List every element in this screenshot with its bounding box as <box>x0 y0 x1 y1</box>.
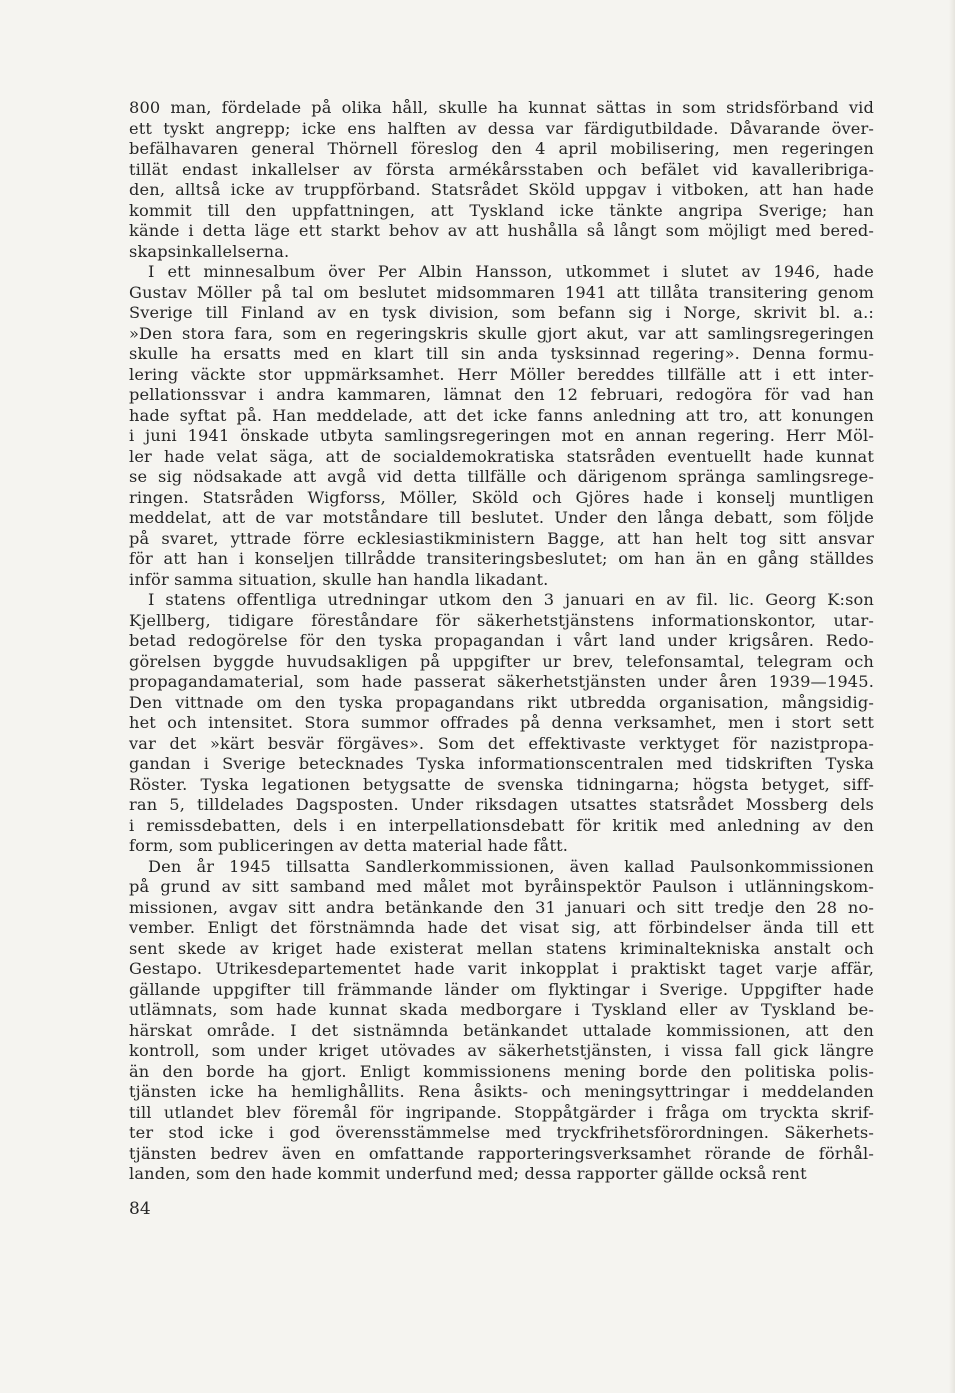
text-line: Sverige till Finland av en tysk division, som befann sig i Norge, skrivit bl. a.: <box>129 303 874 322</box>
text-line: propagandamaterial, som hade passerat säkerhetstjänsten under åren 1939—1945. <box>129 672 874 691</box>
paragraph-4 <box>129 857 874 1185</box>
text-line: missionen, avgav sitt andra betänkande den 31 januari och sitt tredje den 28 no- <box>129 897 874 917</box>
text-line: sent skede av kriget hade existerat mellan statens kriminaltekniska anstalt och <box>129 938 874 958</box>
text-line: skapsinkallelserna. <box>129 241 290 261</box>
text-line: gandan i Sverige betecknades Tyska informationscentralen med tidskriften Tyska <box>129 754 874 773</box>
page-number: 84 <box>129 1199 151 1219</box>
paragraph-1 <box>129 98 874 262</box>
text-line: härskat område. I det sistnämnda betänkandet uttalade kommissionen, att den <box>129 1020 874 1040</box>
text-line: i remissdebatten, dels i en interpellationsdebatt för kritik med anledning av den <box>129 815 874 835</box>
text-line: Gustav Möller på tal om beslutet midsommaren 1941 att tillåta transitering genom <box>129 282 874 302</box>
text-line: hade syftat på. Han meddelade, att det icke fanns anledning att tro, att konungen <box>129 405 874 425</box>
text-line: på grund av sitt samband med målet mot byråinspektör Paulson i utlänningskom- <box>129 877 874 896</box>
text-line: vember. Enligt det förstnämnda hade det visat sig, att förbindelser ända till ett <box>129 918 874 937</box>
text-line: betad redogörelse för den tyska propagandan i vårt land under krigsåren. Redo- <box>129 631 874 650</box>
text-line: Den vittnade om den tyska propagandans rikt utbredda organisation, mångsidig- <box>129 692 874 712</box>
text-line: kontroll, som under kriget utövades av säkerhetstjänsten, i vissa fall gick längre <box>129 1041 874 1060</box>
text-line: tjänsten icke ha hemlighållits. Rena åsikts- och meningsyttringar i meddelanden <box>129 1082 874 1101</box>
text-line: Kjellberg, tidigare föreståndare för säkerhetstjänstens informationskontor, utar- <box>129 610 874 630</box>
text-line: Röster. Tyska legationen betygsatte de svenska tidningarna; högsta betyget, siff- <box>129 774 874 794</box>
text-line: lering väckte stor uppmärksamhet. Herr Möller bereddes tillfälle att i ett inter- <box>129 364 874 384</box>
text-line: »Den stora fara, som en regeringskris skulle gjort akut, var att samlingsregeringen <box>129 323 874 343</box>
text-line: den, alltså icke av truppförband. Statsrådet Sköld uppgav i vitboken, att han hade <box>129 180 874 199</box>
text-line: var det »kärt besvär förgäves». Som det effektivaste verktyget för nazistpropa- <box>129 733 874 753</box>
text-line: I ett minnesalbum över Per Albin Hansson, utkommet i slutet av 1946, hade <box>148 262 874 281</box>
text-line: se sig nödsakade att avgå vid detta tillfälle och därigenom spränga samlingsrege- <box>129 467 874 486</box>
paragraph-2 <box>129 262 874 590</box>
text-line: Den år 1945 tillsatta Sandlerkommissionen, även kallad Paulsonkommissionen <box>148 856 874 876</box>
text-line: I statens offentliga utredningar utkom den 3 januari en av fil. lic. Georg K:son <box>148 590 874 609</box>
text-line: 800 man, fördelade på olika håll, skulle ha kunnat sättas in som stridsförband vid <box>129 98 874 117</box>
page-edge-shading <box>949 0 955 1393</box>
text-line: kände i detta läge ett starkt behov av att hushålla så långt som möjligt med bered- <box>129 221 874 240</box>
text-line: befälhavaren general Thörnell föreslog den 4 april mobilisering, men regeringen <box>129 139 874 158</box>
text-line: pellationssvar i andra kammaren, lämnat den 12 februari, redogöra för vad han <box>129 385 874 404</box>
text-line: tjänsten bedrev även en omfattande rapporteringsverksamhet rörande de förhål- <box>129 1143 874 1163</box>
text-line: ett tyskt angrepp; icke ens halften av dessa var färdigutbildade. Dåvarande över- <box>129 118 874 138</box>
paragraph-3 <box>129 590 874 857</box>
text-line: än den borde ha gjort. Enligt kommissionens mening borde den politiska polis- <box>129 1061 874 1081</box>
text-line: het och intensitet. Stora summor offrades på denna verksamhet, men i stort sett <box>129 713 874 732</box>
body-text <box>129 98 874 1185</box>
text-line: meddelat, att de var motståndare till beslutet. Under den långa debatt, som följde <box>129 508 874 527</box>
text-line: på svaret, yttrade förre ecklesiastikministern Bagge, att han helt tog sitt ansvar <box>129 528 874 548</box>
text-line: landen, som den hade kommit underfund med; dessa rapporter gällde också rent <box>129 1164 807 1183</box>
text-line: ran 5, tilldelades Dagsposten. Under riksdagen utsattes statsrådet Mossberg dels <box>129 795 874 814</box>
text-line: form, som publiceringen av detta material hade fått. <box>129 836 569 855</box>
text-line: till utlandet blev föremål för ingripande. Stoppåtgärder i fråga om tryckta skrif- <box>129 1102 874 1122</box>
text-line: ringen. Statsråden Wigforss, Möller, Sköld och Gjöres hade i konselj muntligen <box>129 487 874 507</box>
text-line: i juni 1941 önskade utbyta samlingsregeringen mot en annan regering. Herr Möl- <box>129 426 874 445</box>
text-line: utlämnats, som hade kunnat skada medborgare i Tyskland eller av Tyskland be- <box>129 1000 874 1019</box>
text-line: för att han i konseljen tillrådde transiteringsbeslutet; om han än en gång ställdes <box>129 549 874 568</box>
text-line: skulle ha ersatts med en klart till sin anda tysksinnad regering». Denna formu- <box>129 344 874 363</box>
text-line: görelsen byggde huvudsakligen på uppgifter ur brev, telefonsamtal, telegram och <box>129 651 874 671</box>
text-line: ler hade velat säga, att de socialdemokratiska statsråden eventuellt hade kunnat <box>129 446 874 466</box>
text-line: inför samma situation, skulle han handla likadant. <box>129 569 549 589</box>
text-line: tillät endast inkallelser av första armékårsstaben och befälet vid kavalleribriga- <box>129 159 874 179</box>
text-line: Gestapo. Utrikesdepartementet hade varit inkopplat i praktiskt taget varje affär, <box>129 959 874 978</box>
text-line: kommit till den uppfattningen, att Tyskland icke tänkte angripa Sverige; han <box>129 200 874 220</box>
text-line: gällande uppgifter till främmande länder om flyktingar i Sverige. Uppgifter hade <box>129 979 874 999</box>
text-line: ter stod icke i god överensstämmelse med tryckfrihetsförordningen. Säkerhets- <box>129 1123 874 1142</box>
